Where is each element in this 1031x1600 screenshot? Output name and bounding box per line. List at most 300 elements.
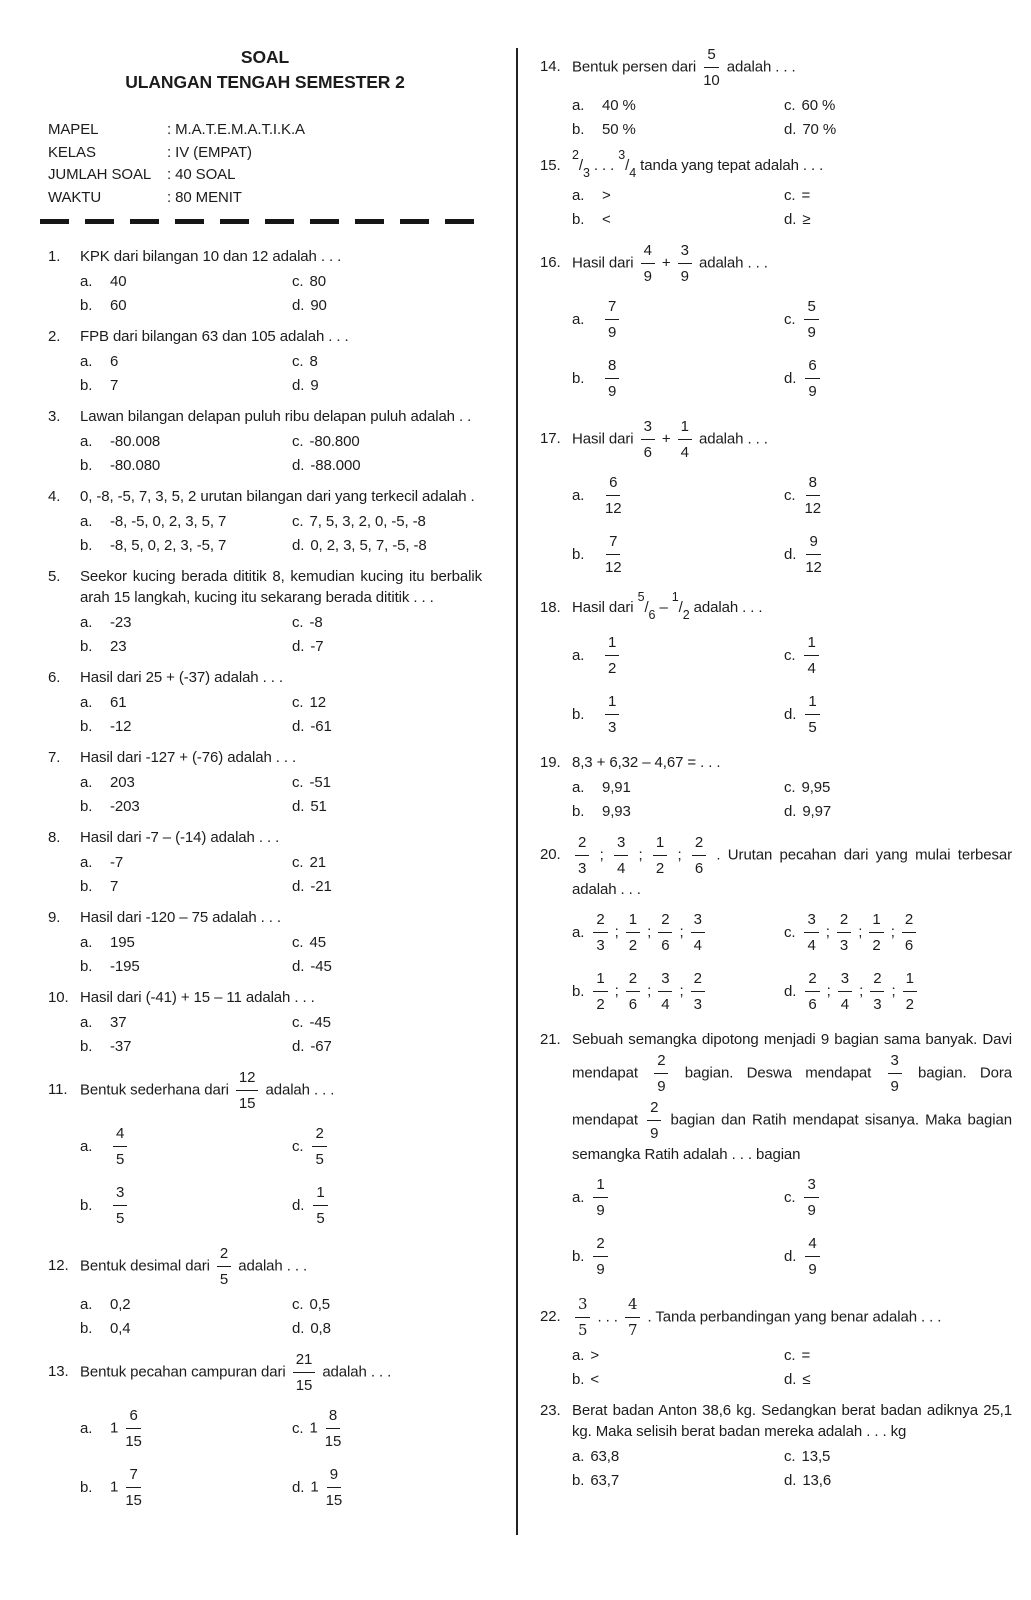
- question-text: Hasil dari $\frac{4}{9}$ + $\frac{3}{9}$ adalah . . .: [572, 242, 768, 285]
- fraction-denominator: 6: [643, 444, 652, 461]
- option-c: [784, 1447, 1012, 1467]
- option-value: 6: [110, 353, 119, 370]
- fraction-denominator: 15: [325, 1492, 343, 1509]
- option-label: a.: [572, 310, 585, 328]
- option-d: [292, 296, 482, 316]
- fraction-denominator: 9: [808, 1261, 817, 1278]
- option-value: -80.080: [110, 457, 161, 474]
- option-d: [784, 691, 1012, 738]
- options: [80, 352, 482, 396]
- option-value: [802, 1233, 822, 1280]
- question-text: Seekor kucing berada dititik 8, kemudian kucing itu berbalik arah 15 langkah, kucing itu sekarang berada dititik . . .: [80, 568, 482, 606]
- fraction: [293, 1349, 316, 1396]
- question-body: [80, 1243, 482, 1339]
- option-label: b.: [80, 377, 93, 394]
- option-label: c.: [784, 923, 796, 941]
- option-value: -45: [310, 958, 332, 975]
- option-b: [572, 1471, 784, 1491]
- option-label: c.: [292, 433, 304, 450]
- fraction: [593, 968, 607, 1015]
- dashed-divider: [40, 219, 477, 224]
- options: [80, 1295, 482, 1339]
- option-value: 203: [110, 774, 135, 791]
- fraction: [804, 1174, 818, 1221]
- question-number: 10.: [48, 989, 69, 1006]
- option-label: a.: [80, 273, 93, 290]
- option-b: [80, 536, 292, 556]
- option-value: 0,5: [309, 1296, 331, 1313]
- option-a: [80, 1295, 292, 1315]
- question-20: [540, 832, 1012, 1019]
- fraction-denominator: 15: [324, 1433, 342, 1450]
- option-label: c.: [784, 97, 796, 114]
- option-label: c.: [784, 1188, 796, 1206]
- options: [80, 773, 482, 817]
- option-label: c.: [292, 1296, 304, 1313]
- option-value: $\frac{3}{4}$ ; $\frac{2}{3}$ ; $\frac{1}{2}$ ; $\frac{2}{6}$: [801, 909, 919, 956]
- question-text: Lawan bilangan delapan puluh ribu delapan puluh adalah . .: [80, 408, 472, 425]
- option-value: 37: [110, 1014, 127, 1031]
- option-a: [80, 1405, 292, 1452]
- fraction-numerator: 2: [805, 968, 819, 992]
- question-text: $^2/_3$ . . . $^3/_4$ tanda yang tepat adalah . . .: [572, 148, 824, 180]
- fraction-numerator: 3: [113, 1182, 127, 1206]
- fraction-denominator: 7: [627, 1321, 638, 1339]
- option-value: -37: [110, 1038, 132, 1055]
- fraction-denominator: 4: [840, 996, 850, 1013]
- option-d: [784, 968, 1012, 1015]
- option-value: -7: [110, 854, 124, 871]
- fraction-denominator: 2: [905, 996, 914, 1013]
- question-body: [80, 326, 482, 396]
- option-label: a.: [80, 1296, 93, 1313]
- option-c: [292, 352, 482, 372]
- option-value: 63,8: [590, 1448, 620, 1465]
- question-text: Berat badan Anton 38,6 kg. Sedangkan berat badan adiknya 25,1 kg. Maka selisih berat badan mereka adalah . . . kg: [572, 1402, 1012, 1440]
- option-c: [292, 1123, 482, 1170]
- option-b: [572, 531, 784, 578]
- options: [80, 512, 482, 556]
- option-value: =: [801, 1347, 811, 1364]
- fraction: [614, 832, 628, 879]
- question-18: [540, 592, 1012, 742]
- fraction: [903, 968, 917, 1015]
- fraction-numerator: 1: [626, 909, 640, 933]
- option-c: [784, 909, 1012, 956]
- meta-value: : 40 SOAL: [167, 166, 236, 183]
- option-label: b.: [572, 705, 585, 723]
- fraction-denominator: 4: [807, 660, 816, 677]
- fraction-numerator: 3: [614, 832, 628, 856]
- option-a: [80, 432, 292, 452]
- option-b: [572, 210, 784, 230]
- option-b: [80, 1319, 292, 1339]
- fraction-denominator: 9: [608, 324, 617, 341]
- option-d: [292, 1464, 482, 1511]
- option-label: d.: [292, 297, 305, 314]
- fraction: [575, 832, 589, 879]
- exam-title-line1: SOAL: [240, 47, 290, 67]
- column-divider: [516, 48, 518, 1535]
- option-label: d.: [292, 1320, 305, 1337]
- question-body: [572, 44, 1012, 140]
- question-text: 0, -8, -5, 7, 3, 5, 2 urutan bilangan dari yang terkecil adalah .: [80, 488, 475, 505]
- option-label: b.: [80, 1038, 93, 1055]
- option-value: -8, -5, 0, 2, 3, 5, 7: [110, 513, 227, 530]
- fraction: [658, 968, 672, 1015]
- option-value: 9,95: [801, 779, 831, 796]
- fraction-denominator: 4: [807, 937, 816, 954]
- exam-meta: [48, 119, 482, 209]
- option-c: [784, 632, 1012, 679]
- fraction-numerator: 3: [838, 968, 852, 992]
- option-c: [292, 1405, 482, 1452]
- option-a: [572, 472, 784, 519]
- fraction-denominator: 5: [315, 1151, 324, 1168]
- fraction: [113, 1182, 127, 1229]
- question-number: 12.: [48, 1257, 69, 1275]
- option-label: a.: [80, 513, 93, 530]
- option-d: [292, 1319, 482, 1339]
- question-text: Bentuk pecahan campuran dari $\frac{21}{15}$ adalah . . .: [80, 1351, 392, 1394]
- fraction-numerator: 1: [313, 1182, 327, 1206]
- fraction-denominator: 4: [680, 444, 689, 461]
- fraction-numerator: 4: [113, 1123, 127, 1147]
- fraction: [605, 296, 619, 343]
- fraction-numerator: 1: [605, 632, 619, 656]
- question-11: [48, 1067, 482, 1233]
- fraction-denominator: 9: [643, 268, 652, 285]
- option-value: 60 %: [801, 97, 836, 114]
- option-label: b.: [572, 211, 585, 228]
- fraction-denominator: 15: [125, 1492, 142, 1509]
- question-text: FPB dari bilangan 63 dan 105 adalah . . .: [80, 328, 349, 345]
- fraction-numerator: 1: [869, 909, 883, 933]
- question-body: [572, 832, 1012, 1019]
- question-3: [48, 406, 482, 476]
- option-value: 80: [309, 273, 326, 290]
- option-label: a.: [572, 1188, 585, 1206]
- option-label: c.: [292, 273, 304, 290]
- fraction-denominator: 9: [808, 383, 817, 400]
- option-value: =: [801, 187, 811, 204]
- question-body: [80, 907, 482, 977]
- option-value: 23: [110, 638, 127, 655]
- option-label: d.: [292, 457, 305, 474]
- fraction: [837, 909, 851, 956]
- questions-left: [48, 246, 482, 1515]
- fraction-denominator: 12: [805, 559, 822, 576]
- option-value: -8, 5, 0, 2, 3, -5, 7: [110, 537, 227, 554]
- options: [572, 186, 1012, 230]
- question-number: 22.: [540, 1308, 561, 1326]
- option-value: -61: [310, 718, 332, 735]
- question-body: [80, 747, 482, 817]
- option-value: <: [602, 211, 611, 228]
- option-d: [292, 1037, 482, 1057]
- options: [80, 613, 482, 657]
- option-value: 13,6: [802, 1472, 832, 1489]
- option-b: [572, 1233, 784, 1280]
- fraction-numerator: 9: [327, 1464, 341, 1488]
- fraction-numerator: 2: [593, 1233, 607, 1257]
- fraction-numerator: 2: [902, 909, 916, 933]
- option-c: [292, 853, 482, 873]
- option-c: [292, 272, 482, 292]
- option-c: [784, 1174, 1012, 1221]
- option-value: 90: [310, 297, 327, 314]
- option-value: <: [590, 1371, 599, 1388]
- question-4: [48, 486, 482, 556]
- meta-value: : 80 MENIT: [167, 188, 242, 206]
- question-14: [540, 44, 1012, 140]
- option-value: 51: [310, 798, 327, 815]
- option-label: c.: [784, 1347, 796, 1364]
- option-d: [784, 1233, 1012, 1280]
- question-2: [48, 326, 482, 396]
- question-body: [80, 987, 482, 1057]
- option-d: [784, 1471, 1012, 1491]
- options: [80, 432, 482, 476]
- meta-label: JUMLAH SOAL: [48, 166, 152, 183]
- options: [572, 628, 1012, 742]
- option-b: [80, 637, 292, 657]
- fraction: [653, 832, 667, 879]
- fraction-numerator: 1: [805, 691, 819, 715]
- option-value: [801, 1174, 821, 1221]
- option-value: -195: [110, 958, 140, 975]
- fraction-denominator: 4: [693, 937, 702, 954]
- fraction: [888, 1050, 902, 1097]
- question-body: [572, 150, 1012, 230]
- question-17: [540, 416, 1012, 582]
- option-label: c.: [784, 646, 796, 664]
- fraction: [605, 355, 619, 402]
- options: [80, 933, 482, 977]
- fraction: [641, 416, 655, 463]
- option-value: 7: [110, 878, 119, 895]
- question-15: [540, 150, 1012, 230]
- fraction-denominator: 3: [578, 860, 587, 877]
- option-label: b.: [80, 798, 93, 815]
- fraction: [605, 632, 619, 679]
- fraction-numerator: 1: [653, 832, 667, 856]
- option-label: b.: [572, 1247, 585, 1265]
- option-label: b.: [572, 545, 585, 563]
- fraction-numerator: 2: [837, 909, 851, 933]
- fraction-denominator: 9: [807, 1202, 816, 1219]
- fraction-numerator: 2: [217, 1243, 231, 1267]
- option-value: -21: [310, 878, 332, 895]
- question-text: Bentuk sederhana dari $\frac{12}{15}$ adalah . . .: [80, 1069, 335, 1112]
- fraction-denominator: 3: [608, 719, 617, 736]
- option-value: [309, 1123, 329, 1170]
- option-label: c.: [292, 1014, 304, 1031]
- fraction: [575, 1294, 590, 1341]
- fraction-denominator: 6: [628, 996, 638, 1013]
- option-value: 13,5: [801, 1448, 831, 1465]
- option-value: -203: [110, 798, 140, 815]
- option-b: [80, 1182, 292, 1229]
- option-label: d.: [292, 1038, 305, 1055]
- fraction-numerator: 21: [293, 1349, 316, 1373]
- fraction-denominator: 12: [804, 500, 821, 517]
- option-value: -23: [110, 614, 132, 631]
- option-label: b.: [80, 457, 93, 474]
- option-d: [784, 355, 1012, 402]
- inline-fraction: $^2/_3$: [572, 148, 590, 180]
- fraction-numerator: 4: [625, 1294, 640, 1318]
- option-label: d.: [784, 1247, 797, 1265]
- option-b: [80, 877, 292, 897]
- options: [572, 905, 1012, 1019]
- questions-right: [540, 44, 1012, 1491]
- option-c: [784, 296, 1012, 343]
- option-label: a.: [572, 646, 585, 664]
- option-value: 0,4: [110, 1320, 131, 1337]
- option-a: [80, 693, 292, 713]
- question-number: 13.: [48, 1363, 69, 1381]
- fraction: [805, 691, 819, 738]
- option-label: b.: [80, 718, 93, 735]
- question-text: $\frac{3}{5}$ . . . $\frac{4}{7}$ . Tanda perbandingan yang benar adalah . . .: [572, 1294, 1012, 1341]
- question-body: [572, 592, 1012, 742]
- fraction-denominator: 15: [238, 1095, 256, 1112]
- fraction-numerator: 5: [704, 44, 718, 68]
- option-label: b.: [572, 369, 585, 387]
- fraction-numerator: 8: [605, 355, 619, 379]
- option-value: 9,91: [602, 779, 631, 796]
- question-body: [80, 1067, 482, 1233]
- option-label: c.: [784, 187, 796, 204]
- question-8: [48, 827, 482, 897]
- option-label: a.: [80, 774, 93, 791]
- fraction: [902, 909, 916, 956]
- question-body: [572, 1029, 1012, 1284]
- fraction-numerator: 6: [126, 1405, 140, 1429]
- fraction: [805, 1233, 819, 1280]
- option-label: d.: [292, 878, 305, 895]
- option-label: d.: [784, 705, 797, 723]
- option-value: 1 $\frac{7}{15}$: [110, 1466, 142, 1509]
- fraction: [692, 832, 706, 879]
- fraction: [236, 1067, 259, 1114]
- option-value: 12: [309, 694, 326, 711]
- option-value: -8: [309, 614, 323, 631]
- fraction: [605, 472, 622, 519]
- fraction: [593, 909, 607, 956]
- option-label: b.: [572, 1371, 585, 1388]
- option-label: a.: [572, 97, 585, 114]
- option-label: d.: [784, 545, 797, 563]
- question-text: 8,3 + 6,32 – 4,67 = . . .: [572, 754, 721, 771]
- option-b: [80, 376, 292, 396]
- option-label: d.: [292, 958, 305, 975]
- option-label: c.: [292, 353, 304, 370]
- question-number: 20.: [540, 846, 561, 864]
- question-21: [540, 1029, 1012, 1284]
- option-value: 45: [309, 934, 326, 951]
- inline-fraction: $^1/_2$: [671, 590, 690, 622]
- fraction: [678, 240, 692, 287]
- option-value: 61: [110, 694, 127, 711]
- option-label: c.: [292, 513, 304, 530]
- option-value: [801, 296, 821, 343]
- fraction-denominator: 5: [116, 1210, 125, 1227]
- option-label: c.: [292, 1419, 304, 1437]
- fraction: [654, 1050, 668, 1097]
- fraction-denominator: 2: [872, 937, 881, 954]
- option-value: 0,2: [110, 1296, 131, 1313]
- option-label: d.: [292, 1478, 305, 1496]
- meta-value: : M.A.T.E.M.A.T.I.K.A: [167, 121, 305, 138]
- option-label: a.: [80, 694, 93, 711]
- option-value: 9,93: [602, 803, 631, 820]
- option-label: c.: [784, 310, 796, 328]
- fraction: [678, 416, 692, 463]
- fraction: [625, 1294, 640, 1341]
- fraction-denominator: 5: [808, 719, 817, 736]
- fraction: [125, 1405, 142, 1452]
- option-label: a.: [80, 353, 93, 370]
- question-5: [48, 566, 482, 657]
- option-label: c.: [292, 774, 304, 791]
- question-body: [572, 752, 1012, 822]
- fraction: [869, 909, 883, 956]
- meta-label: WAKTU: [48, 188, 102, 206]
- fraction-denominator: 5: [116, 1151, 125, 1168]
- fraction-numerator: 3: [804, 1174, 818, 1198]
- question-number: 18.: [540, 599, 561, 616]
- option-value: 60: [110, 297, 127, 314]
- fraction-numerator: 7: [126, 1464, 140, 1488]
- question-body: [80, 667, 482, 737]
- fraction: [870, 968, 884, 1015]
- option-c: [784, 472, 1012, 519]
- option-value: [802, 531, 825, 578]
- option-label: b.: [80, 537, 93, 554]
- option-a: [572, 1346, 784, 1366]
- fraction-denominator: 9: [657, 1078, 666, 1095]
- question-number: 23.: [540, 1402, 561, 1419]
- question-text: Sebuah semangka dipotong menjadi 9 bagian sama banyak. Davi mendapat $\frac{2}{9}$ bagian. Deswa mendapat $\frac{3}{9}$ bagian. Dora mendapat $\frac{2}{9}$ bagian dan Ratih mendapat sisanya. Maka bagian semangka Ratih adalah . . . bagian: [572, 1031, 1012, 1163]
- question-number: 2.: [48, 328, 61, 345]
- option-label: a.: [572, 1347, 585, 1364]
- fraction: [804, 909, 818, 956]
- question-text: KPK dari bilangan 10 dan 12 adalah . . .: [80, 248, 342, 265]
- question-number: 3.: [48, 408, 61, 425]
- option-value: [802, 691, 822, 738]
- fraction-numerator: 6: [805, 355, 819, 379]
- option-a: [80, 773, 292, 793]
- option-value: ≤: [802, 1371, 811, 1388]
- fraction-denominator: 3: [693, 996, 702, 1013]
- question-6: [48, 667, 482, 737]
- question-body: [572, 416, 1012, 582]
- option-label: c.: [292, 614, 304, 631]
- fraction: [605, 691, 619, 738]
- option-value: [110, 1182, 130, 1229]
- fraction: [703, 44, 720, 91]
- option-b: [572, 120, 784, 140]
- option-c: [784, 96, 1012, 116]
- option-label: d.: [784, 982, 797, 1000]
- options: [80, 1013, 482, 1057]
- fraction: [326, 1464, 343, 1511]
- option-label: a.: [80, 854, 93, 871]
- option-label: c.: [292, 1137, 304, 1155]
- fraction-numerator: 2: [658, 909, 672, 933]
